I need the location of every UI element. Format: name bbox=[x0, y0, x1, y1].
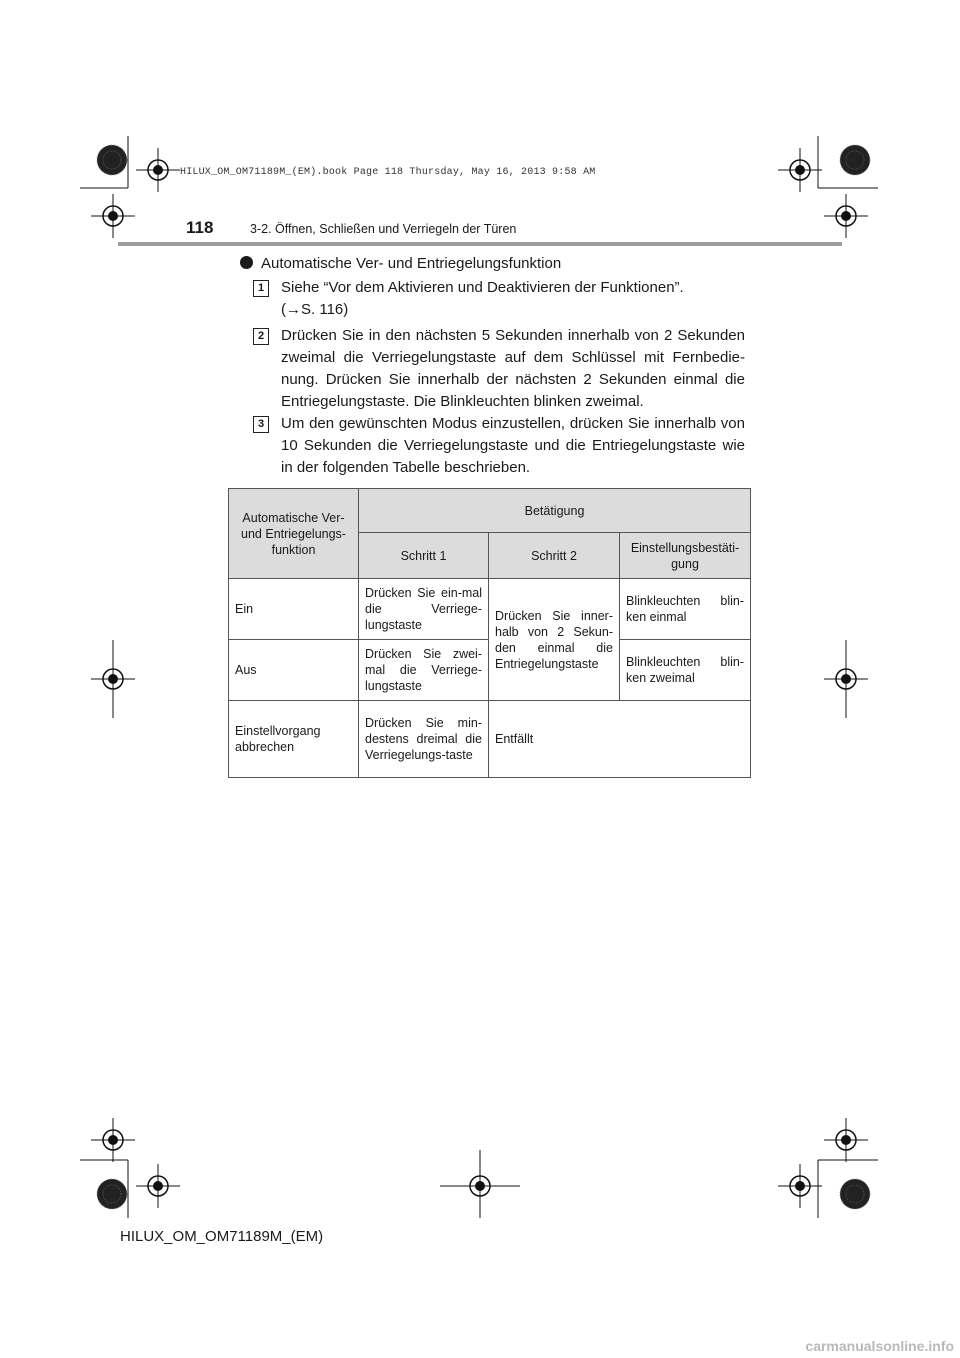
cell-confirm: Blinkleuchten blin-ken zweimal bbox=[620, 640, 751, 701]
footer-book-code: HILUX_OM_OM71189M_(EM) bbox=[120, 1228, 324, 1245]
group-header: Betätigung bbox=[359, 489, 751, 533]
settings-table bbox=[228, 488, 751, 778]
bullet-icon bbox=[240, 256, 253, 269]
cell-function: Aus bbox=[229, 640, 359, 701]
col-step2-header: Schritt 2 bbox=[489, 533, 620, 579]
table-row bbox=[229, 579, 751, 640]
step-badge-1: 1 bbox=[253, 280, 269, 297]
col-confirm-header: Einstellungsbestäti-gung bbox=[620, 533, 751, 579]
cell-step1: Drücken Sie zwei-mal die Verriege-lungstaste bbox=[359, 640, 489, 701]
step-badge-2: 2 bbox=[253, 328, 269, 345]
step-badge-3: 3 bbox=[253, 416, 269, 433]
cell-function: Ein bbox=[229, 579, 359, 640]
cell-step1: Drücken Sie min-destens dreimal die Verriegelungs-taste bbox=[359, 701, 489, 778]
cell-function: Einstellvorgang abbrechen bbox=[229, 701, 359, 778]
step-text-1 bbox=[281, 277, 745, 321]
table-row bbox=[229, 701, 751, 778]
cell-step1: Drücken Sie ein-mal die Verriege-lungstaste bbox=[359, 579, 489, 640]
step-1-line-2: (→S. 116) bbox=[281, 301, 349, 318]
print-stamp: HILUX_OM_OM71189M_(EM).book Page 118 Thursday, May 16, 2013 9:58 AM bbox=[180, 167, 596, 178]
cell-not-applicable: Entfällt bbox=[489, 701, 751, 778]
bullet-heading bbox=[240, 255, 561, 272]
cell-confirm: Blinkleuchten blin-ken einmal bbox=[620, 579, 751, 640]
bullet-heading-text: Automatische Ver- und Entriegelungsfunktion bbox=[261, 255, 562, 272]
col-function-header: Automatische Ver- und Entriegelungs-funktion bbox=[229, 489, 359, 579]
step-1-line-1: Siehe “Vor dem Aktivieren und Deaktivieren der Funktionen”. bbox=[281, 279, 684, 296]
watermark: carmanualsonline.info bbox=[805, 1338, 954, 1354]
header-rule bbox=[118, 242, 842, 246]
page-number: 118 bbox=[186, 218, 214, 237]
step-text-3: Um den gewünschten Modus einzustellen, drücken Sie innerhalb von 10 Sekunden die Verriegelungstaste und die Entriegelungstaste wie in der folgenden Tabelle beschrieben. bbox=[281, 415, 745, 476]
cell-step2-shared: Drücken Sie inner-halb von 2 Sekun-den einmal die Entriegelungstaste bbox=[489, 579, 620, 701]
step-text-2: Drücken Sie in den nächsten 5 Sekunden innerhalb von 2 Sekunden zweimal die Verriegelungstaste auf dem Schlüssel mit Fernbedie-nung. Drücken Sie innerhalb der nächsten 2 Sekunden einmal die Entriegelungstaste. Die Blinkleuchten blinken zweimal. bbox=[281, 327, 745, 410]
section-title: 3-2. Öffnen, Schließen und Verriegeln der Türen bbox=[250, 222, 517, 236]
col-step1-header: Schritt 1 bbox=[359, 533, 489, 579]
